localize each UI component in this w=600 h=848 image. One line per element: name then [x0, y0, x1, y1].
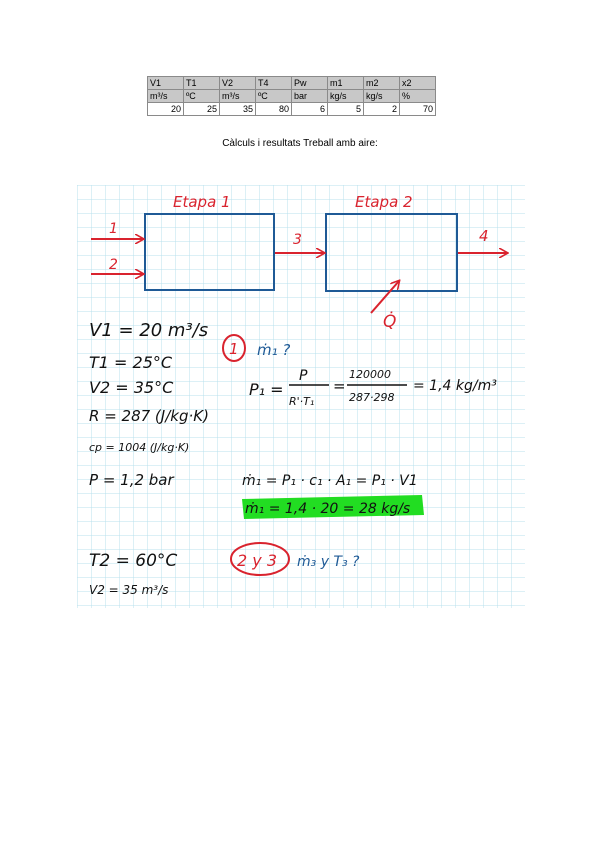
table-values-row — [148, 103, 436, 116]
unit-cell: ºC — [184, 90, 220, 103]
density-numerator-value: 120000 — [349, 368, 391, 381]
unit-cell: % — [400, 90, 436, 103]
value-cell: 35 — [220, 103, 256, 116]
density-equals: = — [333, 377, 346, 395]
stage1-label: Etapa 1 — [173, 193, 231, 211]
flow1-label: 1 — [109, 221, 118, 237]
unit-cell: ºC — [256, 90, 292, 103]
value-cell: 80 — [256, 103, 292, 116]
header-cell: Pw — [292, 77, 328, 90]
unit-cell: bar — [292, 90, 328, 103]
massflow-equation: ṁ₁ = P₁ · c₁ · A₁ = P₁ · V1 — [242, 473, 418, 489]
value-cell: 2 — [364, 103, 400, 116]
value-cell: 70 — [400, 103, 436, 116]
value-cell: 5 — [328, 103, 364, 116]
flow3-label: 3 — [293, 232, 302, 248]
header-cell: V1 — [148, 77, 184, 90]
table-header-row — [148, 77, 436, 90]
header-cell: x2 — [400, 77, 436, 90]
given-t2: T2 = 60°C — [89, 551, 178, 571]
given-v2: V2 = 35°C — [89, 378, 174, 397]
step1-number: 1 — [229, 340, 239, 358]
header-cell: T4 — [256, 77, 292, 90]
parameters-table — [147, 76, 436, 116]
flow4-label: 4 — [479, 227, 489, 245]
unit-cell: kg/s — [328, 90, 364, 103]
given-cp: cp = 1004 (J/kg·K) — [89, 441, 190, 454]
unit-cell: m³/s — [220, 90, 256, 103]
density-denominator-value: 287·298 — [349, 391, 395, 404]
header-cell: V2 — [220, 77, 256, 90]
given-r: R = 287 (J/kg·K) — [89, 407, 209, 425]
caption-text: Càlculs i resultats Treball amb aire: — [222, 138, 378, 149]
unit-cell: kg/s — [364, 90, 400, 103]
given-v1: V1 = 20 m³/s — [89, 320, 209, 341]
density-numerator: P — [299, 368, 308, 384]
step1-question: ṁ₁ ? — [257, 341, 291, 359]
stage2-label: Etapa 2 — [355, 193, 413, 211]
value-cell: 20 — [148, 103, 184, 116]
massflow-result: ṁ₁ = 1,4 · 20 = 28 kg/s — [245, 501, 411, 517]
table-units-row — [148, 90, 436, 103]
given-v2b: V2 = 35 m³/s — [89, 583, 169, 597]
step23-question: ṁ₃ y T₃ ? — [297, 554, 360, 570]
unit-cell: m³/s — [148, 90, 184, 103]
header-cell: m2 — [364, 77, 400, 90]
value-cell: 25 — [184, 103, 220, 116]
given-p: P = 1,2 bar — [89, 471, 174, 489]
density-lhs: P₁ = — [249, 380, 284, 399]
heat-label: Q̇ — [383, 312, 397, 332]
value-cell: 6 — [292, 103, 328, 116]
step23-label: 2 y 3 — [237, 551, 277, 570]
header-cell: m1 — [328, 77, 364, 90]
header-cell: T1 — [184, 77, 220, 90]
flow2-label: 2 — [109, 257, 118, 273]
density-denominator: R'·T₁ — [289, 395, 315, 408]
given-t1: T1 = 25°C — [89, 353, 173, 372]
handwritten-notes — [77, 185, 525, 608]
density-result: = 1,4 kg/m³ — [413, 378, 497, 394]
